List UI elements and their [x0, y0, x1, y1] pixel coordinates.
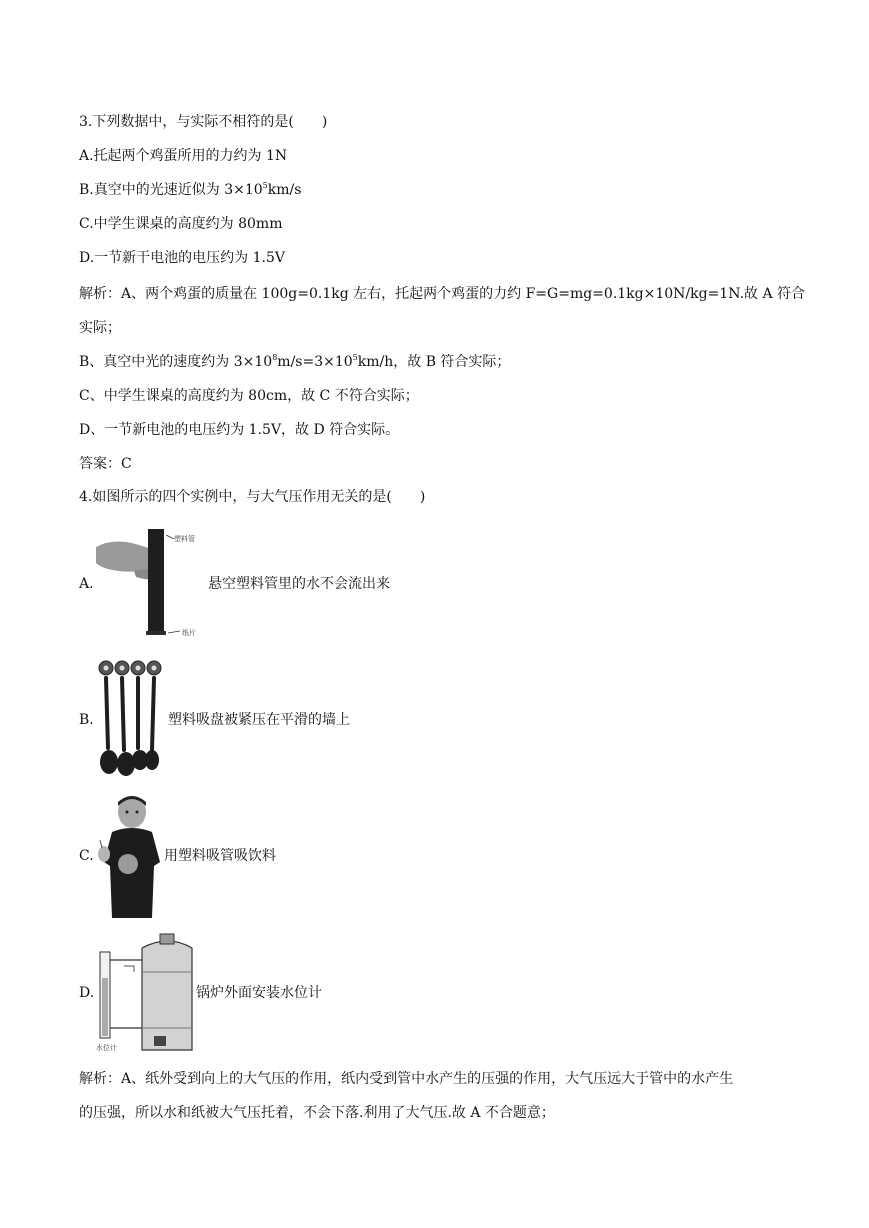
q3-analysis-line-5: D、一节新电池的电压约为 1.5V，故 D 符合实际。: [79, 422, 400, 438]
q3-analysis-line-2: 实际；: [79, 320, 121, 336]
figure-boiler-gauge: [94, 932, 196, 1054]
q4-option-b-letter: B.: [79, 712, 94, 728]
fig-a-label-tube: 塑料管: [174, 535, 195, 543]
q4-option-d-letter: D.: [79, 985, 95, 1001]
q3-analysis-line-1: 解析：A、两个鸡蛋的质量在 100g=0.1kg 左右，托起两个鸡蛋的力约 F=G=mg=0.1kg×10N/kg=1N.故 A 符合: [79, 286, 806, 302]
q4-stem: 4.如图所示的四个实例中，与大气压作用无关的是( ): [79, 489, 426, 505]
q3-option-d: D.一节新干电池的电压约为 1.5V: [79, 250, 286, 266]
q4-analysis-line-2: 的压强，所以水和纸被大气压托着，不会下落.利用了大气压.故 A 不合题意；: [79, 1105, 555, 1121]
q4-option-a-caption: 悬空塑料管里的水不会流出来: [208, 576, 390, 592]
q3-option-a: A.托起两个鸡蛋所用的力约为 1N: [79, 148, 288, 164]
q3-analysis-line-4: C、中学生课桌的高度约为 80cm，故 C 不符合实际；: [79, 388, 419, 404]
q4-option-c-caption: 用塑料吸管吸饮料: [164, 848, 276, 864]
q4-option-a-letter: A.: [79, 576, 94, 592]
q4-option-b-caption: 塑料吸盘被紧压在平滑的墙上: [168, 712, 350, 728]
q3-option-b: B.真空中的光速近似为 $3\times 10^5km/s$: [79, 181, 302, 198]
fig-a-label-paper: 纸片: [182, 629, 196, 637]
q3-option-c: C.中学生课桌的高度约为 80mm: [79, 216, 283, 232]
q4-option-d-caption: 锅炉外面安装水位计: [196, 985, 322, 1001]
figure-plastic-tube: [94, 527, 214, 642]
figure-suction-cups: [94, 658, 166, 778]
q3-analysis-line-3: B、真空中光的速度约为 $3\times 10^8m/s=3\times 10^5km/h$，故 B 符合实际；: [79, 353, 511, 370]
fig-d-label-gauge: 水位计: [96, 1044, 117, 1052]
figure-boy-drinking: [94, 792, 164, 918]
q3-answer: 答案：C: [79, 456, 132, 472]
q4-option-c-letter: C.: [79, 848, 94, 864]
q3-stem: 3.下列数据中，与实际不相符的是( ): [79, 114, 328, 130]
q4-analysis-line-1: 解析：A、纸外受到向上的大气压的作用，纸内受到管中水产生的压强的作用，大气压远大于管中的水产生: [79, 1071, 734, 1087]
